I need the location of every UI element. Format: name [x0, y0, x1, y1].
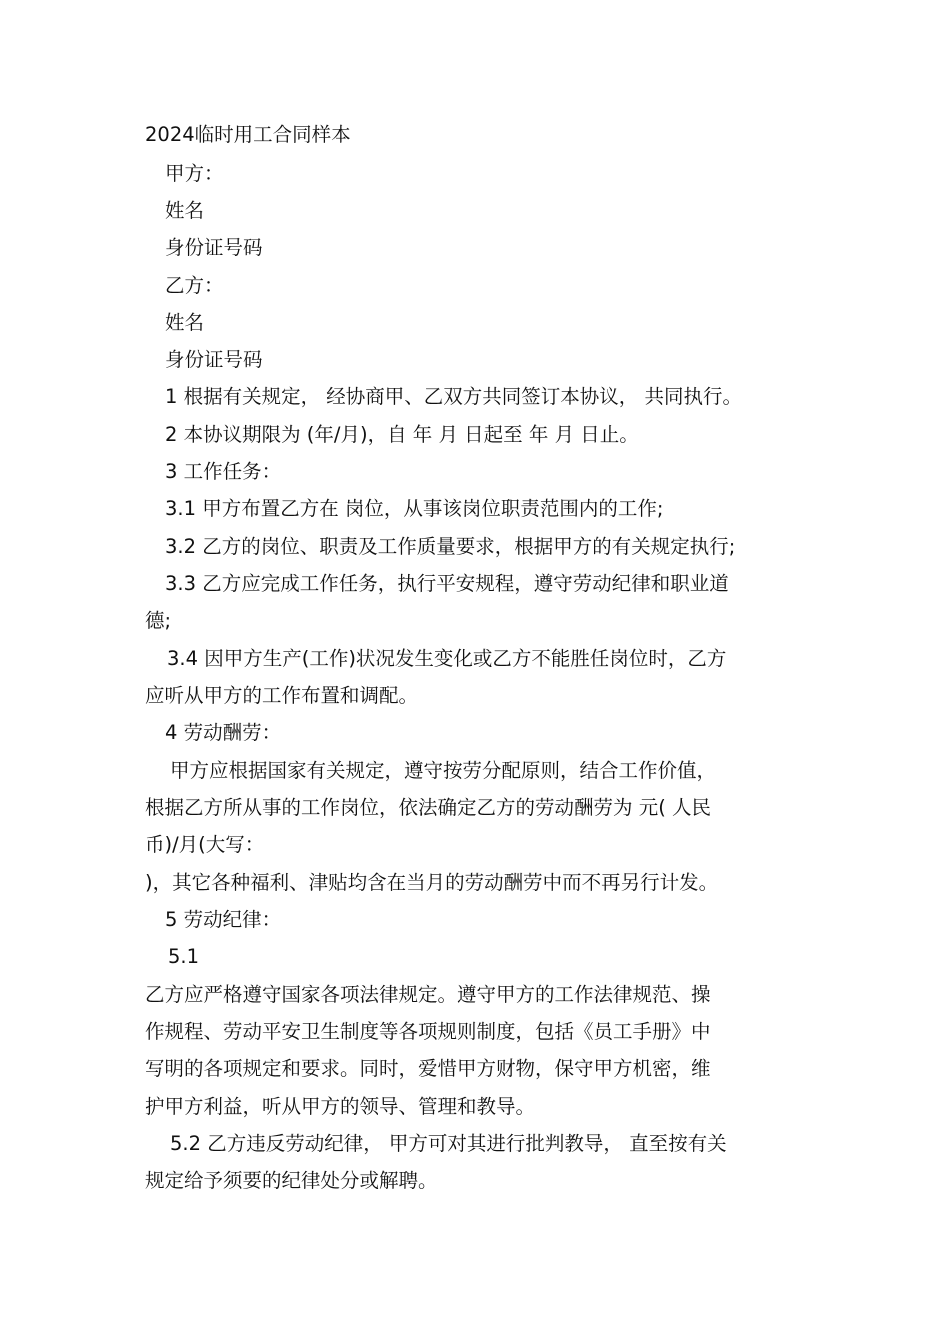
clause-5-1-line3: 写明的各项规定和要求。同时，爱惜甲方财物，保守甲方机密，维 — [145, 1057, 711, 1080]
document-title: 2024临时用工合同样本 — [145, 123, 351, 146]
clause-4-heading: 4 劳动酬劳： — [165, 721, 282, 744]
party-b-id: 身份证号码 — [165, 348, 263, 371]
clause-5-heading: 5 劳动纪律： — [165, 908, 282, 931]
clause-3-4-line1: 3.4 因甲方生产(工作)状况发生变化或乙方不能胜任岗位时，乙方 — [167, 647, 727, 670]
clause-1: 1 根据有关规定， 经协商甲、乙双方共同签订本协议， 共同执行。 — [165, 385, 743, 408]
clause-4-body-line3: 币)/月(大写： — [145, 833, 265, 856]
party-a-id: 身份证号码 — [165, 236, 263, 259]
party-b-label: 乙方： — [165, 274, 224, 297]
clause-3-3-line2: 德; — [145, 609, 172, 632]
clause-5-1-line2: 作规程、劳动平安卫生制度等各项规则制度，包括《员工手册》中 — [145, 1020, 711, 1043]
clause-4-body-line4: )，其它各种福利、津贴均含在当月的劳动酬劳中而不再另行计发。 — [145, 871, 719, 894]
clause-5-2-line1: 5.2 乙方违反劳动纪律， 甲方可对其进行批判教导， 直至按有关 — [170, 1132, 727, 1155]
clause-2: 2 本协议期限为 (年/月)，自 年 月 日起至 年 月 日止。 — [165, 423, 639, 446]
clause-4-body-line1: 甲方应根据国家有关规定，遵守按劳分配原则，结合工作价值， — [170, 759, 717, 782]
clause-5-1-number: 5.1 — [168, 945, 200, 968]
clause-5-1-line1: 乙方应严格遵守国家各项法律规定。遵守甲方的工作法律规范、操 — [145, 983, 711, 1006]
party-a-label: 甲方： — [165, 162, 224, 185]
party-a-name: 姓名 — [165, 199, 205, 222]
clause-3-4-line2: 应听从甲方的工作布置和调配。 — [145, 684, 419, 707]
clause-5-2-line2: 规定给予须要的纪律处分或解聘。 — [145, 1169, 438, 1192]
clause-3-2: 3.2 乙方的岗位、职责及工作质量要求，根据甲方的有关规定执行; — [165, 535, 736, 558]
clause-3-3-line1: 3.3 乙方应完成工作任务，执行平安规程，遵守劳动纪律和职业道 — [165, 572, 729, 595]
party-b-name: 姓名 — [165, 311, 205, 334]
clause-5-1-line4: 护甲方利益，听从甲方的领导、管理和教导。 — [145, 1095, 536, 1118]
clause-3-1: 3.1 甲方布置乙方在 岗位，从事该岗位职责范围内的工作; — [165, 497, 664, 520]
clause-3-heading: 3 工作任务： — [165, 460, 282, 483]
clause-4-body-line2: 根据乙方所从事的工作岗位，依法确定乙方的劳动酬劳为 元( 人民 — [145, 796, 712, 819]
